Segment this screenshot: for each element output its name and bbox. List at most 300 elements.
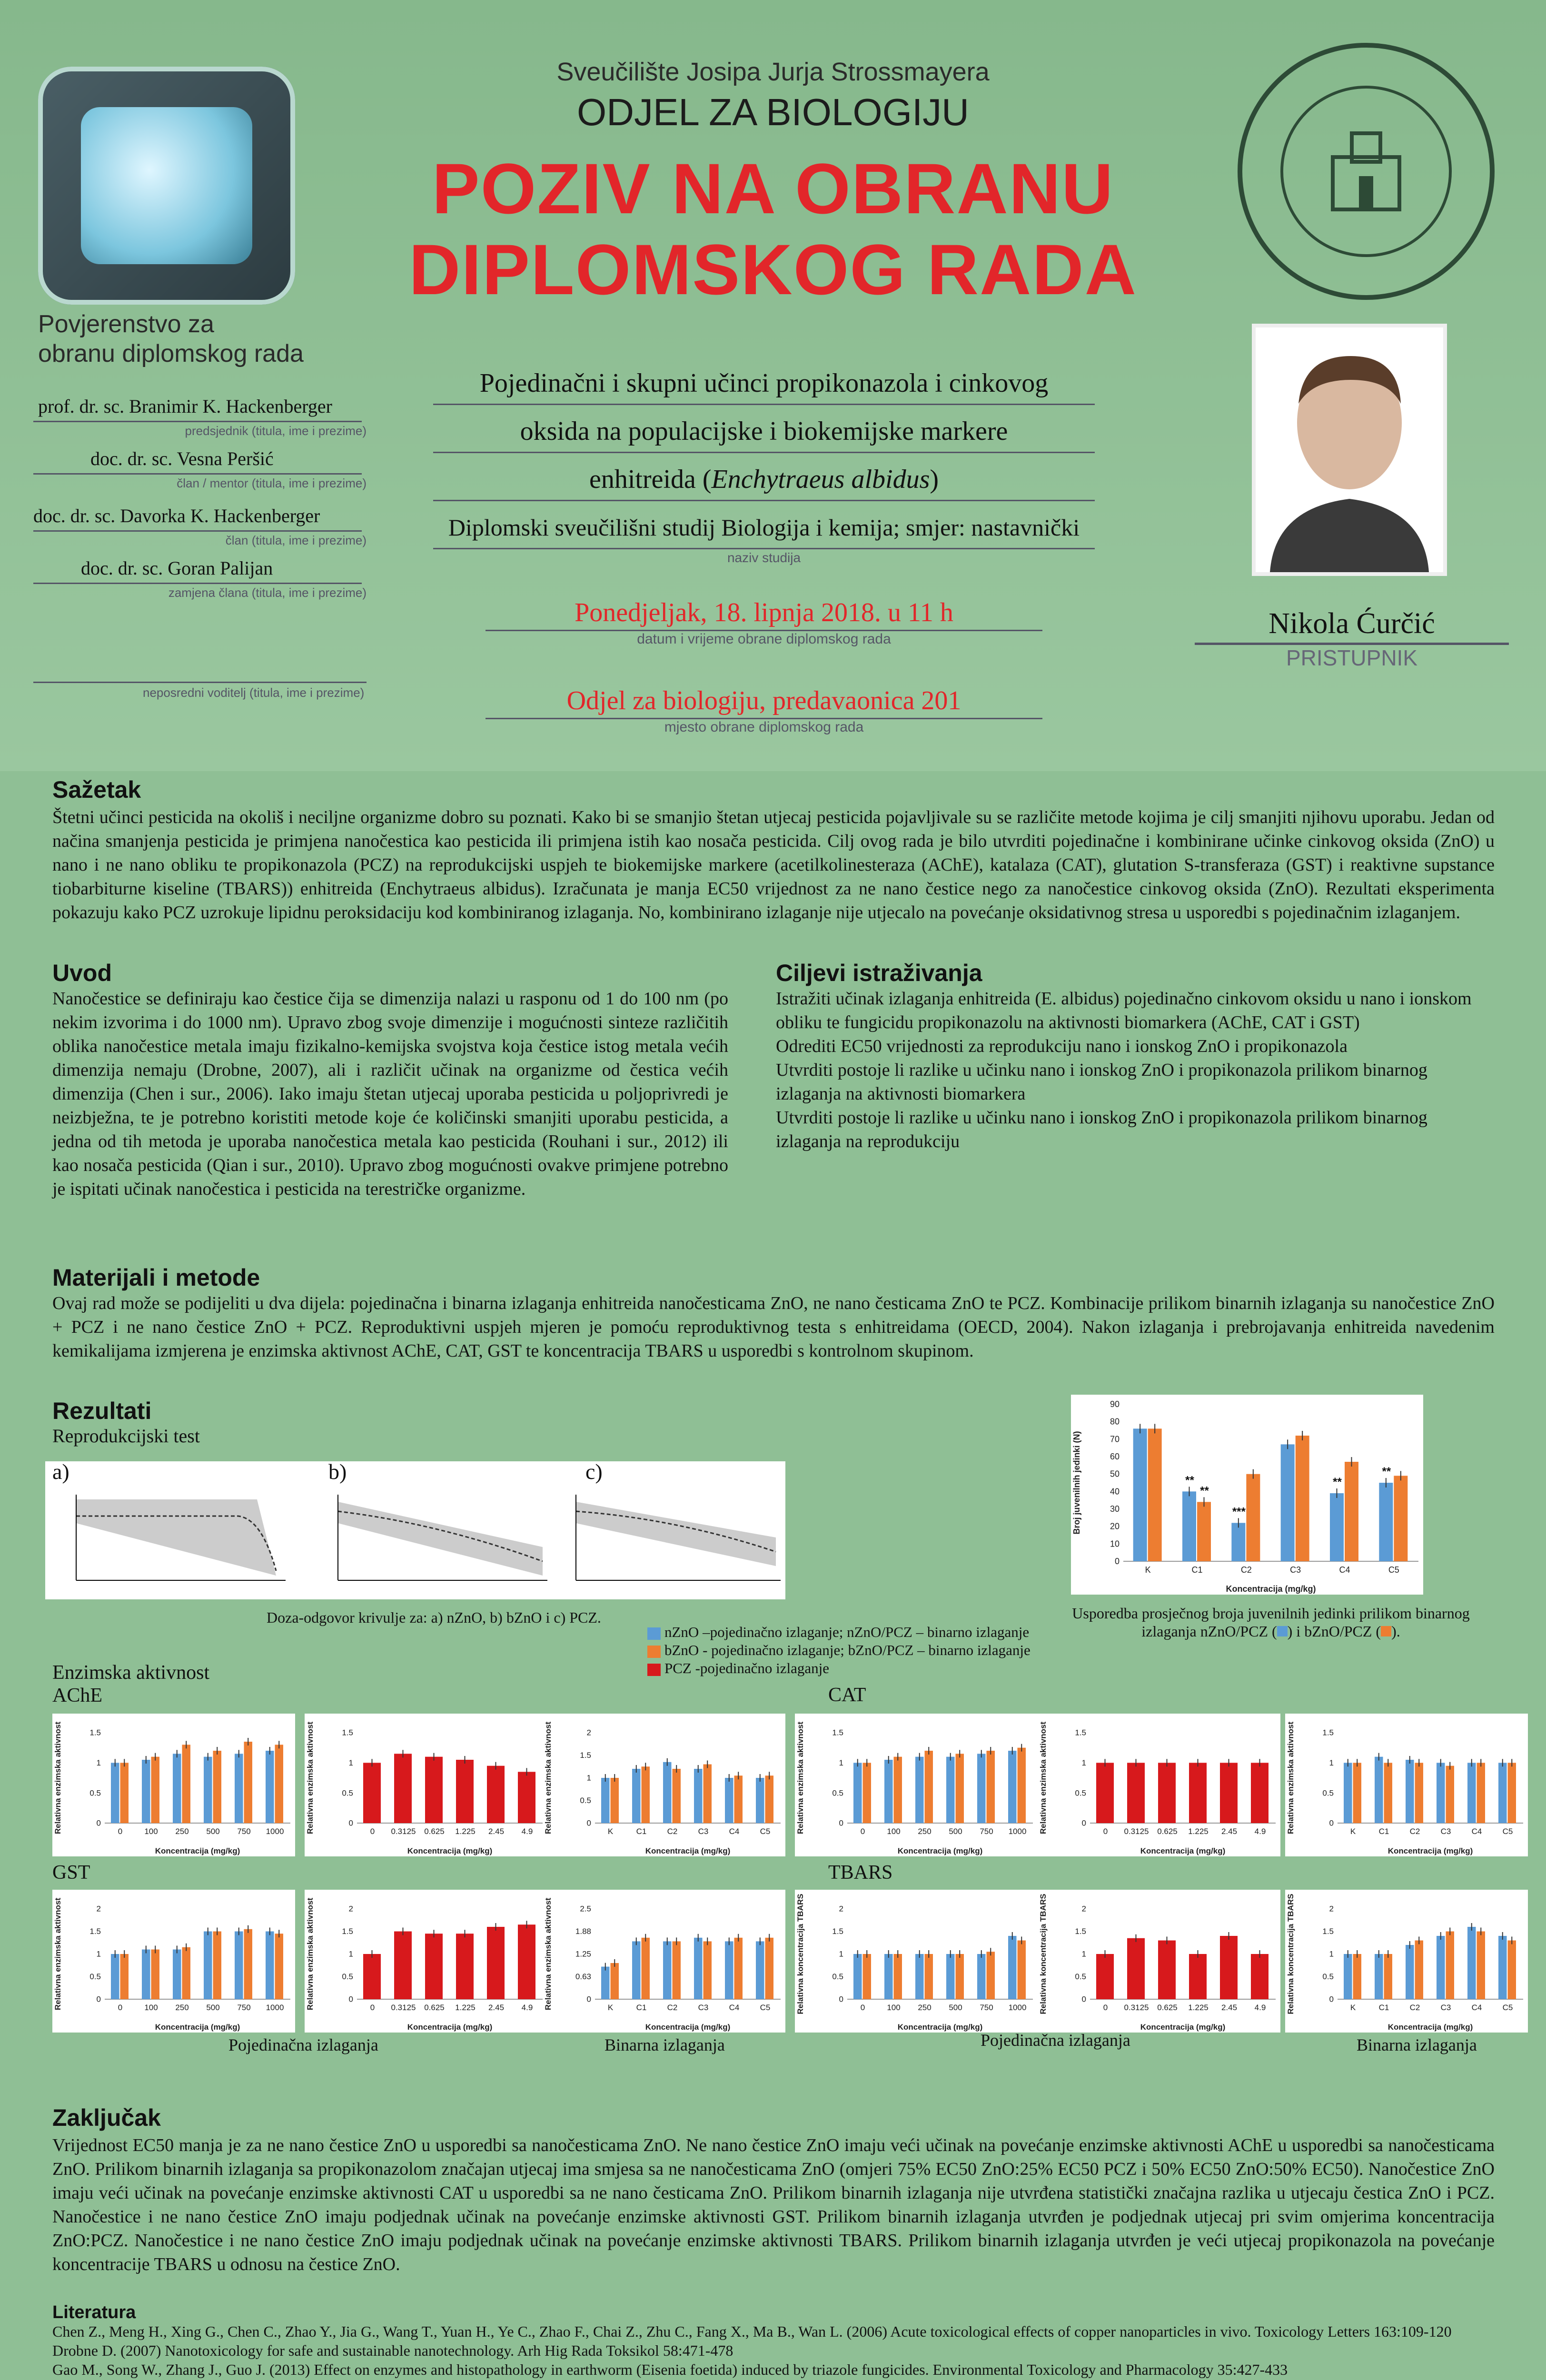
y-axis-label: Relativna enzimska aktivnost [53,1897,62,2011]
reference-item: Gao M., Song W., Zhang J., Guo J. (2013) Effect on enzymes and histopathology in earthworm (Eisenia foetida) induced by triazole fungicides. Environmental Toxicology and Pharmacology 35:427-433 [52,2361,1288,2378]
gst-binary-chart [543,1890,785,2033]
goal-item: Odrediti EC50 vrijednosti za reprodukciju nano i ionskog ZnO i propikonazola [776,1036,1348,1056]
bar [734,1938,743,1999]
y-tick-label: 0.5 [1075,1972,1086,1982]
y-tick-label: 1 [1329,1758,1334,1767]
candidate-photo [1252,324,1447,576]
bar [213,1932,222,2000]
x-tick-label: 1000 [1008,1827,1027,1836]
bar [756,1778,764,1823]
x-tick-label: C1 [1191,1565,1203,1575]
bar [235,1754,243,1823]
bar [1446,1932,1455,2000]
bar [915,1954,924,1999]
bar [1467,1927,1476,1999]
y-tick-label: 1 [96,1949,101,1959]
x-tick-label: 250 [918,2003,932,2012]
bar [1415,1941,1424,2000]
bar [425,1757,443,1823]
y-axis-label: Relativna enzimska aktivnost [1039,1721,1048,1835]
results-subtitle: Reprodukcijski test [52,1425,200,1447]
significance-label: ** [1185,1474,1194,1487]
y-axis-label: Relativna enzimska aktivnost [544,1721,553,1835]
bar [1182,1491,1196,1561]
x-tick-label: C3 [1290,1565,1301,1575]
date-label: datum i vrijeme obrane diplomskog rada [637,631,891,647]
significance-label: ** [1382,1465,1391,1478]
bar [853,1954,862,1999]
x-tick-label: 100 [144,1827,158,1836]
y-tick-label: 0.5 [1075,1788,1086,1798]
y-tick-label: 1.5 [1075,1927,1086,1936]
y-axis-label: Relativna koncentracija TBARS [1039,1894,1048,2014]
x-tick-label: 1000 [266,2003,284,2012]
y-axis-label: Relativna enzimska aktivnost [1286,1721,1295,1835]
y-tick-label: 70 [1110,1434,1120,1444]
x-tick-label: 4.9 [521,2003,533,2012]
y-tick-label: 1.5 [580,1751,591,1760]
x-axis-label: Koncentracija (mg/kg) [645,2023,731,2032]
bar [142,1950,150,2000]
bar [987,1751,995,1823]
bar [1437,1763,1445,1823]
x-tick-label: 750 [237,1827,251,1836]
x-tick-label: 1000 [1008,2003,1027,2012]
y-axis-label: Relativna enzimska aktivnost [306,1721,315,1835]
x-tick-label: C5 [760,2003,771,2012]
x-tick-label: 0 [1103,2003,1108,2012]
member-name: doc. dr. sc. Vesna Peršić [90,448,274,469]
bar [725,1778,733,1823]
ache-binary-chart [543,1714,785,1856]
bar [673,1769,681,1823]
member-role: predsjednik (titula, ime i prezime) [185,424,367,438]
y-tick-label: 1.5 [832,1728,843,1737]
x-tick-label: 250 [175,2003,189,2012]
bar [1018,1748,1026,1823]
curve-label: b) [328,1459,347,1484]
tbars-label: TBARS [828,1862,893,1884]
x-tick-label: 750 [980,2003,993,2012]
candidate-label: PRISTUPNIK [1286,645,1418,670]
x-tick-label: 1.225 [1188,1827,1209,1836]
y-tick-label: 1 [348,1949,353,1959]
bar [1220,1763,1238,1823]
goals-title: Ciljevi istraživanja [776,960,982,986]
headline-line2: DIPLOMSKOG RADA [409,229,1137,309]
bar [213,1751,222,1823]
y-tick-label: 1 [1329,1949,1334,1959]
legend-item [647,1641,1031,1659]
bar [394,1754,412,1823]
y-tick-label: 0 [1329,1994,1334,2004]
x-tick-label: C4 [1339,1565,1350,1575]
bar [1127,1938,1145,1999]
y-tick-label: 2 [348,1904,353,1914]
x-axis-label: Koncentracija (mg/kg) [155,1846,240,1855]
bar [704,1941,712,1999]
x-axis-label: Koncentracija (mg/kg) [1140,2023,1226,2032]
x-tick-label: 500 [206,1827,220,1836]
bar [884,1760,893,1823]
x-tick-label: 4.9 [1254,2003,1266,2012]
bar [151,1757,160,1823]
thesis-title-line1: Pojedinačni i skupni učinci propikonazola i cinkovog [479,368,1049,398]
reference-item: Drobne D. (2007) Nanotoxicology for safe and sustainable nanotechnology. Arh Hig Rada Toksikol 58:471-478 [52,2342,733,2359]
member-role: član / mentor (titula, ime i prezime) [177,476,367,490]
title-part: ) [930,465,939,494]
legend-text: nZnO –pojedinačno izlaganje; nZnO/PCZ – binarno izlaganje [664,1624,1030,1640]
y-tick-label: 1 [839,1758,843,1767]
y-tick-label: 80 [1110,1417,1120,1427]
legend-item [647,1659,1031,1677]
x-tick-label: 250 [918,1827,932,1836]
bar [977,1754,986,1823]
x-tick-label: C5 [1388,1565,1399,1575]
bar [173,1950,181,2000]
y-tick-label: 20 [1110,1521,1120,1531]
x-tick-label: 0.625 [424,1827,445,1836]
y-tick-label: 1.25 [575,1949,591,1959]
bar [725,1941,733,1999]
methods-title: Materijali i metode [52,1264,260,1291]
x-axis-label: Koncentracija (mg/kg) [1387,1846,1473,1855]
x-tick-label: 2.45 [488,1827,505,1836]
gst-single-pcz-chart [305,1890,547,2033]
bar [1008,1936,1017,1999]
x-tick-label: C3 [698,2003,709,2012]
bar [244,1742,253,1823]
bar [915,1757,924,1823]
member-name: prof. dr. sc. Branimir K. Hackenberger [38,396,332,417]
cat-label: CAT [828,1684,866,1706]
bar [1158,1941,1176,2000]
x-tick-label: 1.225 [455,2003,476,2012]
x-tick-label: 500 [949,2003,962,2012]
y-axis-label: Relativna enzimska aktivnost [544,1897,553,2011]
bar [1231,1523,1245,1561]
y-tick-label: 1.5 [89,1728,101,1737]
juvenile-count-chart [1071,1395,1423,1595]
bar [1330,1493,1344,1561]
bar [1384,1954,1393,1999]
x-tick-label: 0.625 [1157,2003,1178,2012]
y-tick-label: 1.5 [89,1927,101,1936]
x-tick-label: C1 [1378,1827,1389,1836]
y-tick-label: 1.5 [342,1927,353,1936]
bar [694,1769,703,1823]
tbars-single-zno-chart [795,1890,1038,2033]
thesis-title-line3 [419,463,1109,496]
bar [1148,1428,1162,1561]
x-axis-label: Koncentracija (mg/kg) [155,2023,240,2032]
member-role: član (titula, ime i prezime) [225,533,367,547]
y-tick-label: 1 [348,1758,353,1767]
candidate-name: Nikola Ćurčić [1269,607,1435,640]
bar [894,1757,902,1823]
y-tick-label: 1.5 [1322,1927,1334,1936]
y-tick-label: 2 [1081,1904,1086,1914]
x-tick-label: 1.225 [1188,2003,1209,2012]
goal-item: Utvrditi postoje li razlike u učinku nano i ionskog ZnO i propikonazola prilikom binarnog izlaganja na aktivnosti biomarkera [776,1060,1427,1104]
bar [1197,1502,1211,1561]
bar [456,1934,474,1999]
x-tick-label: 0 [118,2003,123,2012]
cat-single-zno-chart [795,1714,1038,1856]
caption-part: Usporedba prosječnog broja juvenilnih jedinki prilikom binarnog izlaganja nZnO/PCZ ( [1072,1605,1470,1640]
significance-label: ** [1333,1476,1342,1488]
y-tick-label: 60 [1110,1452,1120,1461]
bar [925,1751,933,1823]
x-tick-label: C2 [1240,1565,1252,1575]
x-tick-label: C1 [1378,2003,1389,2012]
x-tick-label: 2.45 [1221,1827,1238,1836]
bar [601,1778,610,1823]
committee-member [33,395,367,447]
y-tick-label: 0 [96,1818,101,1828]
bar [1477,1932,1486,2000]
x-tick-label: 0 [860,1827,865,1836]
y-tick-label: 1 [1081,1949,1086,1959]
y-tick-label: 0.5 [89,1972,101,1982]
x-tick-label: K [1350,2003,1356,2012]
bar [673,1941,681,1999]
bar [275,1745,284,1823]
y-tick-label: 0 [839,1994,843,2004]
bar [1508,1763,1516,1823]
legend-swatch [647,1664,661,1676]
x-tick-label: 0.3125 [391,2003,416,2012]
x-tick-label: C3 [1440,1827,1451,1836]
y-tick-label: 1.5 [832,1927,843,1936]
member-name: doc. dr. sc. Goran Palijan [81,557,273,579]
bar [1406,1945,1414,1999]
ache-label: AChE [52,1685,102,1706]
significance-label: *** [1232,1505,1246,1518]
study-program: Diplomski sveučilišni studij Biologija i kemija; smjer: nastavnički [448,514,1080,541]
supervisor-role: neposredni voditelj (titula, ime i prezime) [143,685,365,700]
y-tick-label: 1 [96,1758,101,1767]
x-tick-label: C4 [729,1827,740,1836]
y-tick-label: 0 [1329,1818,1334,1828]
x-tick-label: 0.3125 [1124,2003,1149,2012]
abstract-text: Štetni učinci pesticida na okoliš i neciljne organizme dobro su poznati. Kako bi se smanjio štetan utjecaj pesticida pojavljivale su se različite metode kojima je cilj smanjiti njihovu uporabu. Jedan od načina smanjenja pesticida je primjena nanočestica kao pesticida ili primjena istih kao nosača pesticida. Cilj ovog rada je bilo utvrditi pojedinačne i kombinirane učinke cinkovog oksida (ZnO) u nano i ne nano obliku te propikonazola (PCZ) na reprodukcijski uspjeh te biokemijske markere (acetilkolinesteraza (AChE), katalaza (CAT), glutation S-transferaza (GST) i reaktivne supstance tiobarbiturne kiseline (TBARS)) enhitreida (Enchytraeus albidus). Izračunata je manja EC50 vrijednost za ne nano čestice nego za nanočestice cinkovog oksida (ZnO). Rezultati eksperimenta pokazuju kako PCZ uzrokuje lipidnu peroksidaciju kod kombiniranog izlaganja. No, kombinirano izlaganje nije utjecalo na povećanje oksidativnog stresa u usporedbi s pojedinačnim izlaganjem. [52,807,1495,922]
bar [1251,1763,1269,1823]
dose-curve-nzno [57,1490,295,1595]
blue-swatch [1277,1626,1288,1636]
abstract-title: Sažetak [52,776,141,803]
bar [663,1941,672,1999]
y-tick-label: 0 [586,1818,591,1828]
bar [1344,1763,1352,1823]
bar [663,1762,672,1823]
caption-part: ). [1391,1623,1400,1640]
bar [266,1932,274,2000]
bar [111,1763,119,1823]
committee-heading-2: obranu diplomskog rada [38,340,304,367]
bar [765,1775,774,1823]
bar [425,1934,443,1999]
conclusion-title: Zaključak [52,2104,161,2131]
committee-member [33,447,367,505]
intro-text: Nanočestice se definiraju kao čestice čija se dimenzija nalazi u rasponu od 1 do 100 nm (po nekim izvorima i do 1000 nm). Upravo zbog svoje dimenzije i mogućnosti sinteze različitih oblika nanočestice metala imaju fizikalno-kemijska svojstva koja čestice istog metala većih dimenzija nemaju (Drobne, 2007), ali i različit učinak na organizme od čestica većih dimenzija (Chen i sur., 2006). Iako imaju štetan utjecaj uporaba pesticida u poljoprivredi je neizbježna, te je potrebno koristiti metode koje će količinski smanjiti uporabu pesticida, a jedna od tih metoda je uporaba nanočestica metala kao pesticida (Rouhani i sur., 2012) ili kao nosača pesticida (Qian i sur., 2010). Upravo zbog mogućnosti ovakve primjene potrebno je ispitati učinak nanočestica i pesticida na terestričke organizme. [52,989,728,1199]
portrait-icon [1256,327,1443,572]
bar [601,1967,610,1999]
bar [182,1745,191,1823]
bar [853,1763,862,1823]
bar [1008,1751,1017,1823]
x-tick-label: 4.9 [521,1827,533,1836]
y-tick-label: 2 [586,1728,591,1737]
committee-member [33,557,367,609]
ache-single-zno-chart [52,1714,295,1856]
significance-label: ** [1200,1484,1209,1497]
bar [925,1954,933,1999]
y-axis-label: Relativna enzimska aktivnost [306,1897,315,2011]
y-tick-label: 0.5 [342,1972,353,1982]
x-tick-label: 0 [370,2003,375,2012]
bar [1508,1941,1516,2000]
x-tick-label: C5 [760,1827,771,1836]
bar [204,1932,212,2000]
bar [1251,1954,1269,1999]
legend-text: PCZ -pojedinačno izlaganje [664,1660,830,1676]
bar [977,1954,986,1999]
y-axis-label: Relativna koncentracija TBARS [1286,1894,1295,2014]
y-tick-label: 0.5 [1322,1788,1334,1798]
x-axis-label: Koncentracija (mg/kg) [897,1846,983,1855]
department-name: ODJEL ZA BIOLOGIJU [577,91,969,133]
x-tick-label: K [607,2003,614,2012]
bar [151,1950,160,2000]
y-tick-label: 2.5 [580,1904,591,1914]
cat-single-pcz-chart [1038,1714,1280,1856]
curve-label: c) [585,1459,603,1484]
legend-item [647,1623,1031,1641]
bar [204,1757,212,1823]
enzyme-title: Enzimska aktivnost [52,1662,210,1684]
bar [1446,1766,1455,1823]
bar [987,1952,995,1999]
bar [884,1954,893,1999]
x-tick-label: 2.45 [488,2003,505,2012]
bar [1437,1936,1445,1999]
bar [235,1932,243,2000]
bar [1133,1428,1147,1561]
x-tick-label: 500 [206,2003,220,2012]
x-tick-label: C4 [1471,1827,1482,1836]
gst-single-zno-chart [52,1890,295,2033]
y-axis-label: Broj juvenilnih jedinki (N) [1072,1431,1081,1535]
bar [1345,1462,1358,1561]
bar [642,1938,650,1999]
x-tick-label: C4 [1471,2003,1482,2012]
y-tick-label: 1.5 [1075,1728,1086,1737]
bar [518,1772,535,1823]
bar [694,1938,703,1999]
bar [1394,1476,1407,1561]
bar [182,1947,191,1999]
bar [1189,1763,1207,1823]
species-name: Enchytraeus albidus [711,465,930,494]
y-tick-label: 0.5 [832,1788,843,1798]
y-tick-label: 0 [1081,1994,1086,2004]
defense-date: Ponedjeljak, 18. lipnja 2018. u 11 h [575,598,953,627]
legend [647,1623,1031,1677]
bar [956,1754,964,1823]
x-tick-label: C3 [698,1827,709,1836]
x-tick-label: 750 [237,2003,251,2012]
y-tick-label: 0 [348,1994,353,2004]
x-tick-label: 0 [370,1827,375,1836]
bar [1498,1763,1507,1823]
x-tick-label: 0.625 [424,2003,445,2012]
bar [1384,1763,1393,1823]
bar [1189,1954,1207,1999]
y-tick-label: 40 [1110,1487,1120,1497]
bar [1018,1941,1026,2000]
tbars-single-pcz-chart [1038,1890,1280,2033]
dose-curve-bzno [319,1490,557,1595]
bar [632,1941,641,1999]
dose-curve-pcz [557,1490,785,1595]
bar [863,1763,872,1823]
bar [1375,1954,1383,1999]
y-tick-label: 2 [839,1904,843,1914]
y-tick-label: 0 [839,1818,843,1828]
bar [518,1924,535,1999]
y-tick-label: 2 [96,1904,101,1914]
bar [1406,1760,1414,1823]
bar [1353,1954,1362,1999]
bar [1375,1757,1383,1823]
study-label: naziv studija [727,550,801,565]
x-tick-label: C1 [636,2003,647,2012]
x-tick-label: 100 [887,1827,901,1836]
goal-item: Istražiti učinak izlaganja enhitreida (E. albidus) pojedinačno cinkovom oksidu u nano i ionskom obliku te fungicidu propikonazolu na aktivnosti biomarkera (AChE, CAT i GST) [776,989,1472,1032]
bar [642,1766,650,1823]
x-tick-label: 100 [887,2003,901,2012]
y-axis-label: Relativna enzimska aktivnost [796,1721,805,1835]
bar [1415,1763,1424,1823]
seal-castle-icon [1314,119,1418,224]
bar [863,1954,872,1999]
references-title: Literatura [52,2302,136,2322]
reference-item: Chen Z., Meng H., Xing G., Chen C., Zhao Y., Jia G., Wang T., Yuan H., Ye C., Zhao F., Chai Z., Zhu C., Fang X., Ma B., Wan L. (2006) Acute toxicological effects of copper nanoparticles in vivo. Toxicology Letters 163:109-120 [52,2323,1452,2340]
x-tick-label: C1 [636,1827,647,1836]
bar [275,1934,284,1999]
x-tick-label: 250 [175,1827,189,1836]
bar [1296,1436,1309,1561]
x-tick-label: C3 [1440,2003,1451,2012]
x-tick-label: 0 [1103,1827,1108,1836]
bar [142,1760,150,1823]
curve-label: a) [52,1459,69,1484]
x-tick-label: C5 [1502,1827,1513,1836]
x-tick-label: C5 [1502,2003,1513,2012]
bar [611,1778,619,1823]
y-tick-label: 50 [1110,1469,1120,1479]
x-tick-label: C4 [729,2003,740,2012]
bar [487,1766,505,1823]
x-axis-label: Koncentracija (mg/kg) [407,2023,493,2032]
y-tick-label: 0.5 [342,1788,353,1798]
bar [394,1932,412,2000]
binary-caption: Binarna izlaganja [1357,2035,1477,2054]
x-tick-label: K [607,1827,614,1836]
legend-text: bZnO - pojedinačno izlaganje; bZnO/PCZ – binarno izlaganje [664,1642,1031,1658]
bar [456,1760,474,1823]
